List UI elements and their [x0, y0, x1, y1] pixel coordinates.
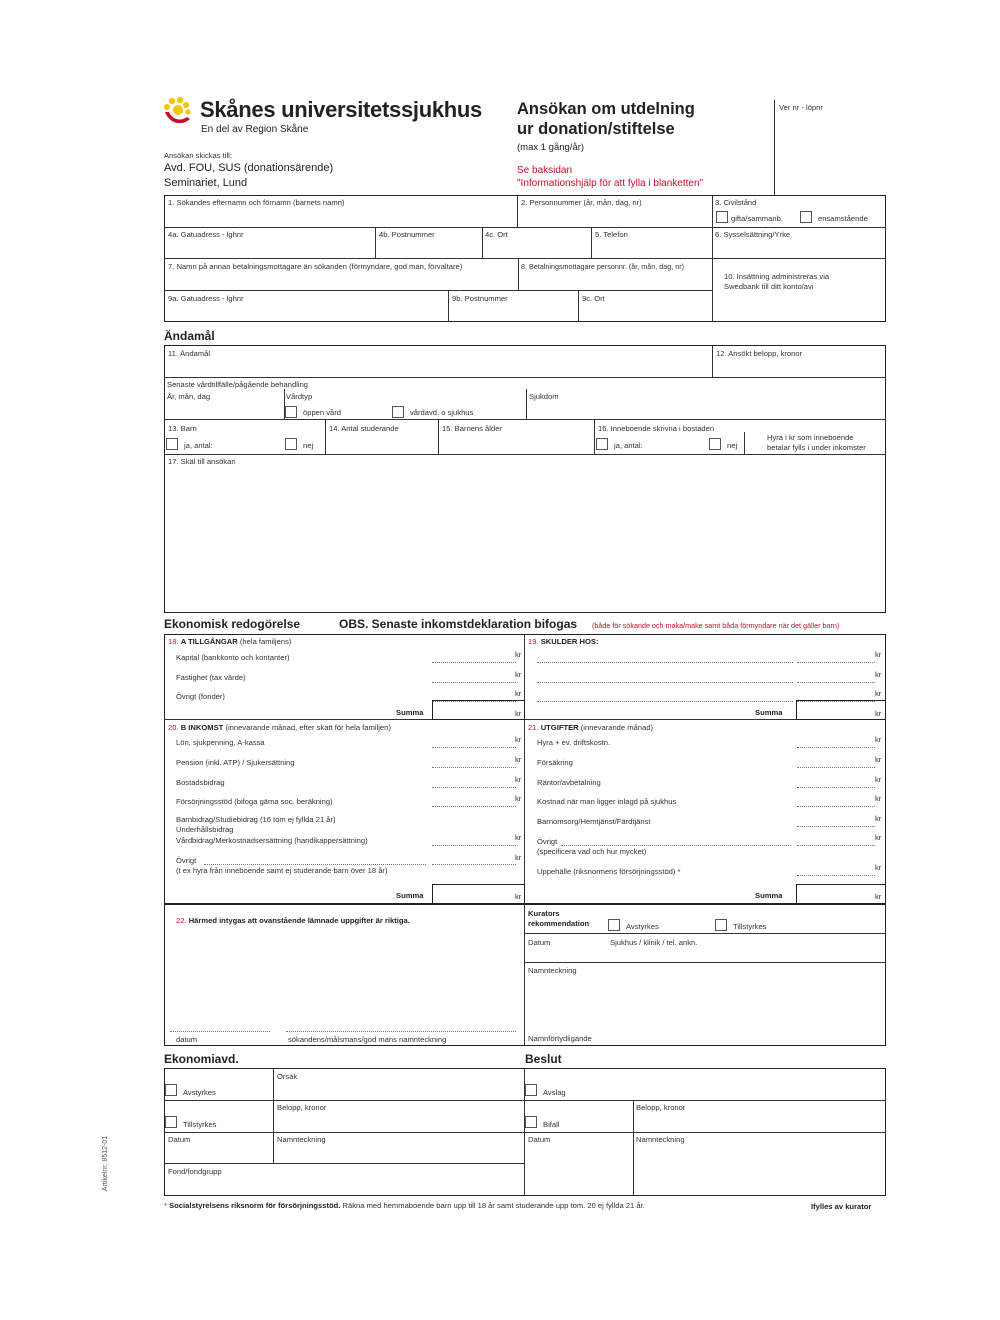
- kr-unit: kr: [515, 853, 522, 862]
- curator-name-clar-label: Namnförtydligande: [528, 1034, 592, 1043]
- curator-label-line1: Kurators: [528, 909, 560, 918]
- field-11-label: 11. Ändamål: [168, 349, 211, 358]
- field-17-label: 17. Skäl till ansökan: [168, 457, 236, 466]
- decision-grant-label: Bifall: [543, 1120, 560, 1129]
- curator-fill-note: Ifylles av kurator: [811, 1202, 872, 1211]
- expenses-sum-field[interactable]: [796, 884, 886, 904]
- f18-sub: (hela familjens): [239, 637, 292, 646]
- ward-care-label: vårdavd. o sjukhus: [410, 408, 474, 417]
- curator-approve-checkbox[interactable]: [715, 919, 727, 931]
- f22-text: Härmed intygas att ovanstående lämnade uppgifter är riktiga.: [188, 916, 410, 925]
- obs-detail: (både för sökande och maka/make samt båda förmyndare när det gäller barn): [592, 621, 840, 630]
- income-row-label: Pension (inkl. ATP) / Sjukersättning: [176, 758, 295, 767]
- field-14-label: 14. Antal studerande: [329, 424, 399, 433]
- requested-amount-field[interactable]: [713, 359, 883, 376]
- economy-heading: Ekonomisk redogörelse: [164, 617, 301, 631]
- open-care-label: öppen vård: [303, 408, 341, 417]
- income-other-label: Övrigt: [176, 856, 197, 865]
- income-row-label: Bostadsbidrag: [176, 778, 225, 787]
- payee-name-field[interactable]: [165, 272, 515, 289]
- field-1-label: 1. Sökandes efternamn och förnamn (barnets namn): [168, 198, 345, 207]
- phone-field[interactable]: [592, 240, 710, 257]
- curator-approve-label: Tillstyrkes: [733, 922, 767, 931]
- field-3-label: 3. Civilstånd: [715, 198, 757, 207]
- f19-title: SKULDER HOS:: [540, 637, 599, 646]
- finance-signature-label: Namnteckning: [277, 1135, 326, 1144]
- finance-amount-field[interactable]: [275, 1113, 522, 1130]
- payee-postcode-field[interactable]: [449, 304, 576, 321]
- assets-sum-field[interactable]: [432, 700, 525, 720]
- expense-other-note: (specificera vad och hur mycket): [537, 847, 647, 856]
- see-back-link[interactable]: Se baksidan: [517, 165, 573, 176]
- curator-hospital-field[interactable]: [526, 948, 884, 961]
- married-label: gifta/sammanb.: [731, 214, 783, 223]
- income-sum-field[interactable]: [432, 884, 525, 904]
- field-4b-label: 4b. Postnummer: [379, 230, 435, 239]
- kr-unit: kr: [875, 670, 882, 679]
- footer-norm-note: * Socialstyrelsens riksnorm för försörjningsstöd. Räkna med hemmaboende barn upp till 18 år samt studerande upp tom. 20 ej fyllda 21 år.: [164, 1201, 645, 1210]
- expenses-header: [528, 723, 653, 732]
- decision-date-label: Datum: [528, 1135, 551, 1144]
- curator-reject-label: Avstyrkes: [626, 922, 659, 931]
- decision-heading: Beslut: [525, 1052, 562, 1066]
- finance-amount-label: Belopp, kronor: [277, 1103, 327, 1112]
- decision-reject-label: Avslag: [543, 1088, 566, 1097]
- curator-hospital-label: Sjukhus / klinik / tel. ankn.: [610, 938, 698, 947]
- f20-num: 20.: [168, 723, 179, 732]
- decision-reject-checkbox[interactable]: [525, 1084, 537, 1096]
- field-5-label: 5. Telefon: [595, 230, 628, 239]
- disease-label: Sjukdom: [529, 392, 559, 401]
- married-checkbox[interactable]: [716, 211, 728, 223]
- ymd-label: År, mån, dag: [167, 392, 211, 401]
- logo-name: Skånes universitetssjukhus: [200, 97, 482, 122]
- expense-living-label: Uppehälle (riksnormens försörjningsstöd) *: [537, 867, 681, 876]
- income-row-label: Försörjningsstöd (bifoga gäma soc. beräkning): [176, 797, 333, 806]
- kr-unit: kr: [875, 755, 882, 764]
- single-checkbox[interactable]: [800, 211, 812, 223]
- date-caption: datum: [176, 1035, 198, 1044]
- expense-row-label: Kostnad när man ligger inlagd på sjukhus: [537, 797, 677, 806]
- kr-unit: kr: [515, 775, 522, 784]
- finance-reason-field[interactable]: [275, 1082, 522, 1099]
- expense-row-label: Barnomsorg/Hemtjänst/Färdtjänst: [537, 817, 651, 826]
- f21-title: UTGIFTER: [540, 723, 579, 732]
- asset-row-label: Övrigt (fonder): [176, 692, 225, 701]
- finance-date-label: Datum: [168, 1135, 191, 1144]
- debts-header: [528, 637, 599, 646]
- curator-signature-field[interactable]: [526, 976, 884, 1028]
- article-number: Artikelnr: 8512-01: [102, 1135, 110, 1192]
- send-to-line2: Seminariet, Lund: [164, 177, 248, 189]
- ver-divider: [774, 100, 775, 195]
- lodgers-no-label: nej: [727, 441, 738, 450]
- decision-amount-label: Belopp, kronor: [636, 1103, 686, 1112]
- title-line-1: Ansökan om utdelning: [517, 100, 695, 118]
- norm-bold: Socialstyrelsens riksnorm för försörjningsstöd.: [169, 1201, 341, 1210]
- field-9c-label: 9c. Ort: [582, 294, 605, 303]
- children-yes-checkbox[interactable]: [166, 438, 178, 450]
- obs-note: OBS. Senaste inkomstdeklaration bifogas: [339, 617, 578, 631]
- finance-heading: Ekonomiavd.: [164, 1052, 239, 1066]
- income-other-note: (t ex hyra från inneboende samt ej studerande barn över 18 år): [176, 866, 388, 875]
- postcode-field[interactable]: [376, 240, 480, 257]
- norm-text: Räkna med hemmaboende barn upp till 18 år samt studerande upp tom. 20 ej fyllda 21 år.: [340, 1201, 645, 1210]
- income-sum-label: Summa: [396, 891, 424, 900]
- field-15-label: 15. Barnens ålder: [442, 424, 502, 433]
- decision-amount-field[interactable]: [635, 1113, 884, 1130]
- disease-field[interactable]: [527, 401, 883, 418]
- f19-num: 19.: [528, 637, 539, 646]
- f22-num: 22.: [176, 916, 187, 925]
- finance-approve-checkbox[interactable]: [165, 1116, 177, 1128]
- lodgers-yes-label: ja, antal:: [614, 441, 643, 450]
- decision-signature-field[interactable]: [635, 1145, 884, 1194]
- children-no-label: nej: [303, 441, 314, 450]
- rent-note-line2: betalar fylls i under inkomster: [767, 443, 866, 452]
- payee-pnr-field[interactable]: [519, 272, 710, 289]
- debts-sum-label: Summa: [755, 708, 783, 717]
- street-address-field[interactable]: [165, 240, 373, 257]
- kr-unit: kr: [515, 755, 522, 764]
- finance-reason-label: Orsak: [277, 1072, 298, 1081]
- finance-reject-checkbox[interactable]: [165, 1084, 177, 1096]
- send-to-line1: Avd. FOU, SUS (donationsärende): [164, 162, 334, 174]
- open-care-checkbox[interactable]: [285, 406, 297, 418]
- kr-unit: kr: [875, 794, 882, 803]
- certify-statement: [176, 916, 410, 925]
- kr-unit: kr: [875, 689, 882, 698]
- expense-row-label: Räntor/avbetalning: [537, 778, 601, 787]
- field-9b-label: 9b. Postnummer: [452, 294, 508, 303]
- field-13-label: 13. Barn: [168, 424, 197, 433]
- expense-other-label: Övrigt: [537, 837, 558, 846]
- f21-sub: (innevarande månad): [580, 723, 653, 732]
- form-subtitle: (max 1 gång/år): [517, 142, 585, 153]
- reason-textarea[interactable]: [165, 468, 883, 611]
- kr-unit: kr: [875, 863, 882, 872]
- field-7-label: 7. Namn på annan betalningsmottagare än sökanden (förmyndare, god man, förvaltare): [168, 262, 463, 271]
- income-child-line3: Vårdbidrag/Merkostnadsersättning (handikappersättning): [176, 836, 368, 845]
- field-16-label: 16. Inneboende skrivna i bostaden: [598, 424, 715, 433]
- applicant-signature-field[interactable]: [286, 1014, 516, 1030]
- children-yes-label: ja, antal:: [184, 441, 213, 450]
- assets-header: [168, 637, 291, 646]
- finance-date-field[interactable]: [165, 1145, 271, 1162]
- children-no-checkbox[interactable]: [285, 438, 297, 450]
- f21-num: 21.: [528, 723, 539, 732]
- fund-label: Fond/fondgrupp: [168, 1167, 222, 1176]
- ward-care-checkbox[interactable]: [392, 406, 404, 418]
- single-label: ensamstående: [818, 214, 868, 223]
- asset-row-label: Kapital (bankkonto och kontanter): [176, 653, 290, 662]
- finance-approve-label: Tillstyrkes: [183, 1120, 217, 1129]
- send-to-label: Ansökan skickas till:: [164, 151, 232, 160]
- decision-grant-checkbox[interactable]: [525, 1116, 537, 1128]
- curator-date-label: Datum: [528, 938, 551, 947]
- personal-number-field[interactable]: [518, 208, 710, 226]
- payee-city-field[interactable]: [579, 304, 710, 321]
- decision-signature-label: Namnteckning: [636, 1135, 685, 1144]
- purpose-field[interactable]: [165, 359, 710, 376]
- lodgers-yes-checkbox[interactable]: [596, 438, 608, 450]
- fund-field[interactable]: [165, 1177, 522, 1194]
- debts-sum-field[interactable]: [796, 700, 886, 720]
- expense-row-label: Hyra + ev. driftskostn.: [537, 738, 611, 747]
- asset-row-label: Fastighet (tax värde): [176, 673, 246, 682]
- sun-logo-icon: [163, 95, 195, 129]
- expense-row-label: Försäkring: [537, 758, 573, 767]
- finance-reject-label: Avstyrkes: [183, 1088, 216, 1097]
- curator-reject-checkbox[interactable]: [608, 919, 620, 931]
- kr-unit: kr: [875, 892, 882, 901]
- lodgers-no-checkbox[interactable]: [709, 438, 721, 450]
- kr-unit: kr: [515, 794, 522, 803]
- finance-signature-field[interactable]: [275, 1145, 522, 1162]
- rent-note-line1: Hyra i kr som inneboende: [767, 433, 854, 442]
- f18-num: 18.: [168, 637, 179, 646]
- field-2-label: 2. Personnummer (år, mån, dag, nr): [521, 198, 642, 207]
- f20-sub: (innevarande månad, efter skatt för hela familjen): [225, 723, 391, 732]
- purpose-heading: Ändamål: [164, 329, 215, 343]
- income-header: [168, 723, 391, 732]
- field-10-line1: 10. Insättning administreras via: [724, 272, 830, 281]
- city-field[interactable]: [483, 240, 589, 257]
- income-row-label: Lön, sjukpenning, A-kassa: [176, 738, 265, 747]
- income-child-line1: Barnbidrag/Studiebidrag (16 tom ej fyllda 21 år): [176, 815, 336, 824]
- kr-unit: kr: [515, 689, 522, 698]
- latest-care-label: Senaste vårdtillfälle/pågående behandling: [167, 380, 309, 389]
- kr-unit: kr: [875, 709, 882, 718]
- kr-unit: kr: [515, 670, 522, 679]
- kr-unit: kr: [875, 833, 882, 842]
- kr-unit: kr: [515, 833, 522, 842]
- income-child-line2: Underhållsbidrag: [176, 825, 234, 834]
- info-help-link[interactable]: "Informationshjälp för att fylla i blanketten": [517, 178, 704, 189]
- kr-unit: kr: [875, 814, 882, 823]
- f18-title: A TILLGÅNGAR: [180, 637, 238, 646]
- kr-unit: kr: [875, 775, 882, 784]
- curator-signature-label: Namnteckning: [528, 966, 577, 975]
- occupation-field[interactable]: [713, 240, 883, 257]
- kr-unit: kr: [515, 735, 522, 744]
- field-4c-label: 4c. Ort: [485, 230, 508, 239]
- kr-unit: kr: [875, 650, 882, 659]
- kr-unit: kr: [515, 709, 522, 718]
- decision-date-field[interactable]: [526, 1145, 631, 1194]
- kr-unit: kr: [515, 650, 522, 659]
- field-12-label: 12. Ansökt belopp, kronor: [716, 349, 803, 358]
- form-title: [517, 99, 695, 139]
- field-10-line2: Swedbank till ditt konto/avi: [724, 282, 814, 291]
- logo-subtitle: En del av Region Skåne: [201, 124, 309, 135]
- field-4a-label: 4a. Gatuadress - lghnr: [168, 230, 244, 239]
- logo: [163, 95, 195, 129]
- field-8-label: 8. Betalningsmottagare personnr. (år, mån, dag, nr): [521, 262, 685, 271]
- payee-address-field[interactable]: [165, 304, 445, 321]
- kr-unit: kr: [875, 735, 882, 744]
- f20-title: B INKOMST: [180, 723, 224, 732]
- applicant-date-field[interactable]: [170, 1014, 270, 1030]
- curator-label-line2: rekommendation: [528, 919, 590, 928]
- field-6-label: 6. Sysselsättning/Yrke: [715, 230, 791, 239]
- care-type-label: Vårdtyp: [286, 392, 313, 401]
- assets-sum-label: Summa: [396, 708, 424, 717]
- name-field[interactable]: [165, 208, 515, 226]
- ver-label: Ver nr - löpnr: [779, 103, 823, 112]
- title-line-2: ur donation/stiftelse: [517, 120, 675, 138]
- field-9a-label: 9a. Gatuadress - lghnr: [168, 294, 244, 303]
- signature-caption: sökandens/målsmans/god mans namnteckning: [288, 1035, 447, 1044]
- expenses-sum-label: Summa: [755, 891, 783, 900]
- kr-unit: kr: [515, 892, 522, 901]
